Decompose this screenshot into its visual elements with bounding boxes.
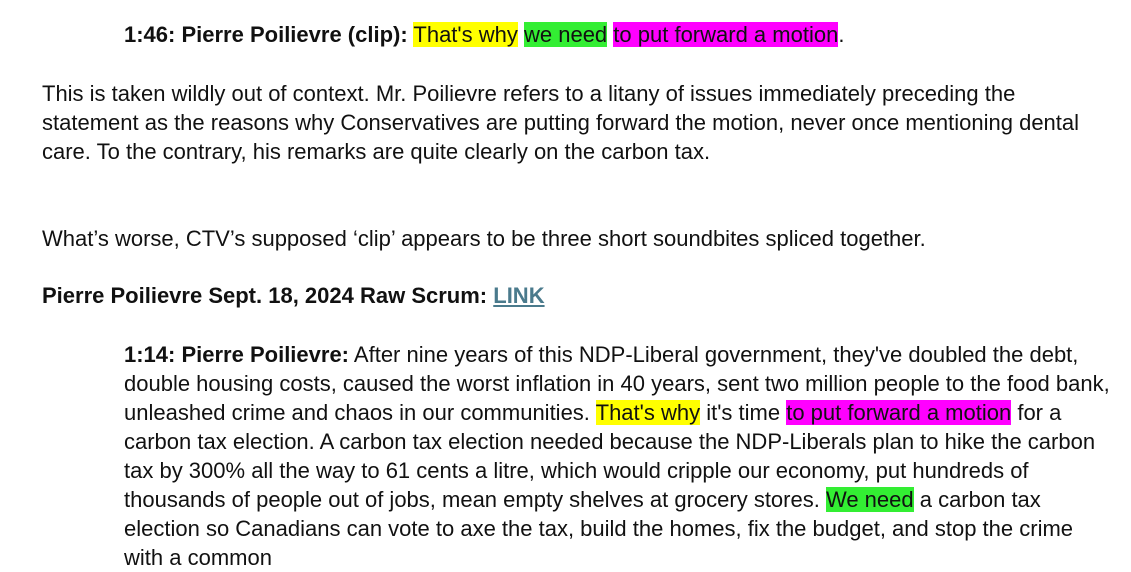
raw-scrum-link[interactable]: LINK	[493, 283, 545, 308]
highlight-magenta: to put forward a motion	[613, 22, 839, 47]
quote-clip	[124, 20, 1114, 49]
highlight-green: we need	[523, 22, 608, 47]
quote-raw-scrum	[124, 340, 1114, 572]
quote-raw-timestamp: 1:14: Pierre Poilievre:	[124, 342, 350, 367]
raw-scrum-heading	[42, 281, 1112, 310]
highlight-yellow: That's why	[413, 22, 518, 47]
quote-clip-timestamp: 1:46: Pierre Poilievre (clip):	[124, 22, 408, 47]
quote-clip-end: .	[838, 22, 845, 47]
quote-raw-text-b: it's time	[700, 400, 787, 425]
highlight-magenta: to put forward a motion	[786, 400, 1012, 425]
quote-raw-text-c: for a carbon tax election. A carbon tax election needed because the NDP-Liberals plan to hike the carbon tax by 300% all the way to 61 cents a litre, which would cripple our economy, put hundreds of thousands of people out of jobs, mean empty shelves at grocery stores.	[124, 400, 1096, 512]
paragraph-context: This is taken wildly out of context. Mr. Poilievre refers to a litany of issues immediately preceding the statement as the reasons why Conservatives are putting forward the motion, never once mentioning dental care. To the contrary, his remarks are quite clearly on the carbon tax.	[42, 81, 1080, 164]
highlight-yellow: That's why	[595, 400, 701, 425]
quote-raw-text-a: After nine years of this NDP-Liberal government, they've doubled the debt, double housing costs, caused the worst inflation in 40 years, sent two million people to the food bank, unleashed crime and chaos in our communities.	[124, 342, 1110, 425]
paragraph-spliced: What’s worse, CTV’s supposed ‘clip’ appears to be three short soundbites spliced together.	[42, 226, 926, 251]
highlight-green: We need	[825, 487, 914, 512]
raw-scrum-heading-text: Pierre Poilievre Sept. 18, 2024 Raw Scrum:	[42, 283, 488, 308]
quote-raw-text-d: a carbon tax election so Canadians can vote to axe the tax, build the homes, fix the budget, and stop the crime with a common	[124, 487, 1074, 570]
